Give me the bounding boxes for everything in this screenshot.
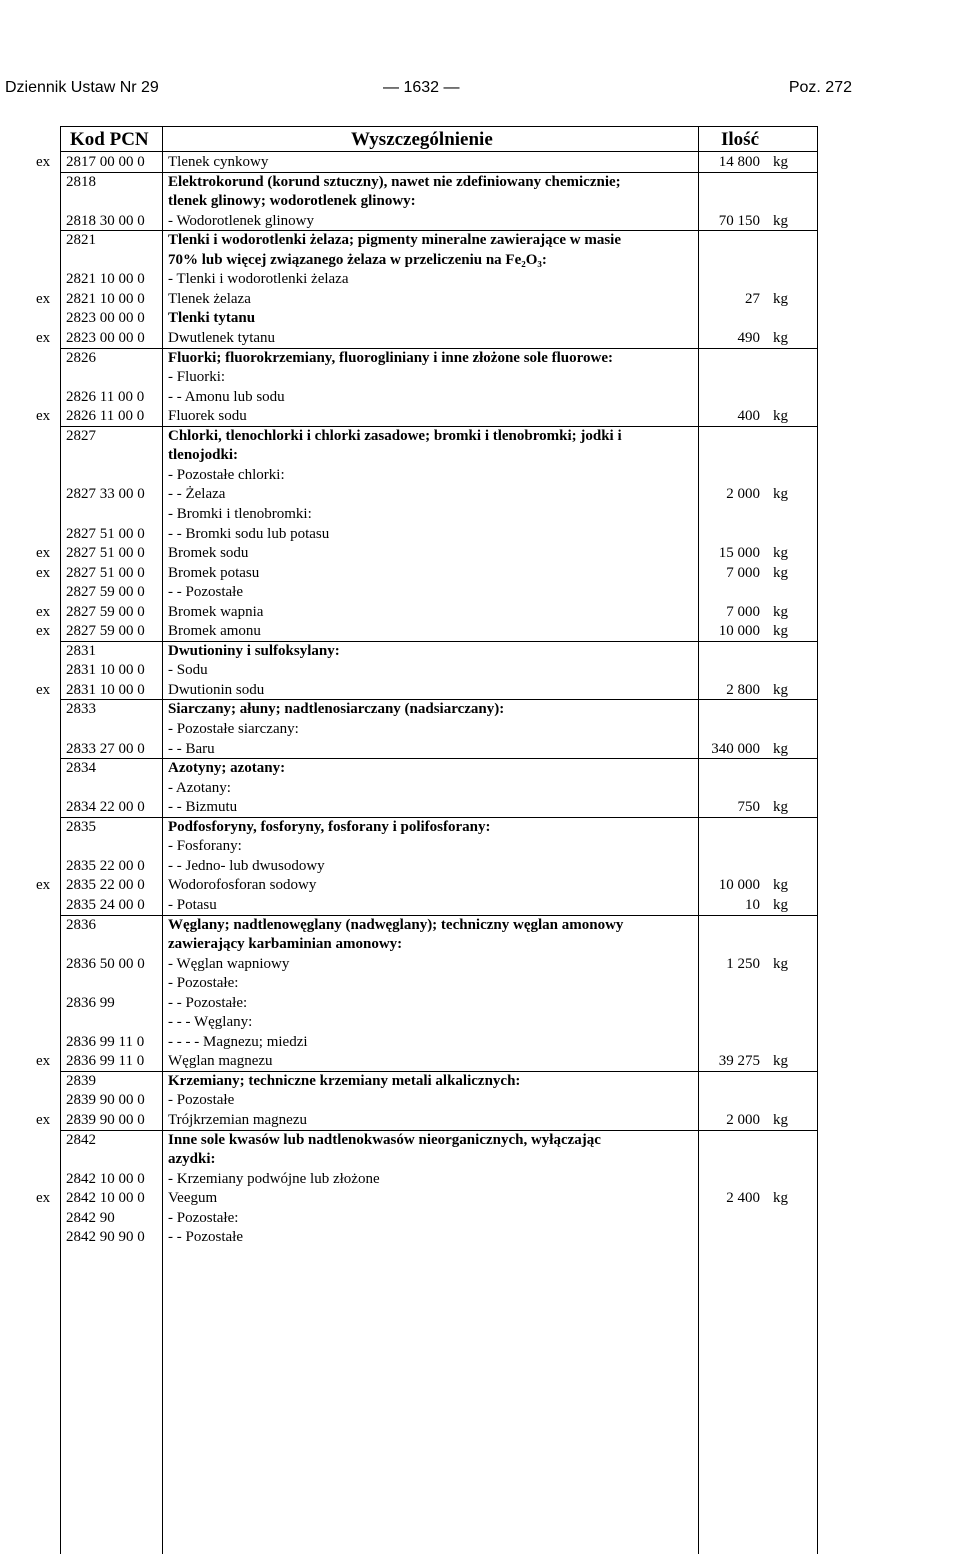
- row-pcn-code: 2826 11 00 0: [66, 408, 145, 425]
- row-quantity: 750: [737, 799, 760, 816]
- row-description: Dwutlenek tytanu: [168, 330, 276, 346]
- row-unit: kg: [773, 877, 788, 894]
- row-description: - - - - Magnezu; miedzi: [168, 1033, 308, 1050]
- row-pcn-code: 2836 99 11 0: [66, 1033, 145, 1050]
- row-description: Węglany; nadtlenowęglany (nadwęglany); techniczny węglan amonowy: [168, 916, 624, 933]
- row-description: tlenojodki:: [168, 447, 239, 464]
- row-pcn-code: 2836: [66, 916, 96, 933]
- row-pcn-code: 2839: [66, 1072, 96, 1089]
- row-pcn-code: 2833: [66, 701, 96, 718]
- row-quantity: 490: [737, 330, 760, 346]
- row-ex-marker: ex: [36, 290, 51, 307]
- row-description: - - Żelaza: [168, 486, 226, 503]
- row-description: Krzemiany; techniczne krzemiany metali alkalicznych:: [168, 1072, 521, 1089]
- row-unit: kg: [773, 1053, 788, 1070]
- row-description: Bromek wapnia: [168, 603, 264, 620]
- group-divider: [60, 426, 818, 427]
- row-description: Azotyny; azotany:: [168, 760, 286, 777]
- row-unit: kg: [773, 623, 788, 640]
- row-quantity: 70 150: [718, 212, 760, 229]
- row-unit: kg: [773, 408, 788, 425]
- group-divider: [60, 1130, 818, 1131]
- row-description: Dwutioniny i sulfoksylany:: [168, 642, 340, 659]
- row-description: - - Pozostałe: [168, 584, 243, 601]
- row-pcn-code: 2827 51 00 0: [66, 564, 145, 581]
- row-description: - Tlenki i wodorotlenki żelaza: [168, 271, 349, 288]
- row-unit: kg: [773, 545, 788, 561]
- group-divider: [60, 758, 818, 759]
- row-pcn-code: 2842 10 00 0: [66, 1170, 145, 1187]
- row-ex-marker: ex: [36, 1112, 51, 1128]
- row-description: Inne sole kwasów lub nadtlenokwasów nieorganicznych, wyłączając: [168, 1131, 601, 1148]
- row-pcn-code: 2827: [66, 427, 96, 444]
- row-unit: kg: [773, 330, 788, 346]
- row-pcn-code: 2817 00 00 0: [66, 154, 145, 170]
- row-pcn-code: 2827 51 00 0: [66, 545, 145, 561]
- row-pcn-code: 2827 59 00 0: [66, 584, 145, 601]
- row-description: - Węglan wapniowy: [168, 955, 290, 972]
- row-unit: kg: [773, 486, 788, 503]
- row-description: - Pozostałe chlorki:: [168, 466, 285, 483]
- row-description: - - Baru: [168, 740, 215, 757]
- row-description: - Pozostałe siarczany:: [168, 721, 299, 737]
- row-pcn-code: 2834: [66, 760, 96, 777]
- row-description: azydki:: [168, 1151, 216, 1168]
- row-unit: kg: [773, 212, 788, 229]
- row-unit: kg: [773, 1112, 788, 1128]
- row-ex-marker: ex: [36, 877, 51, 894]
- journal-title: Dziennik Ustaw Nr 29: [5, 79, 159, 96]
- page-number: — 1632 —: [383, 79, 460, 96]
- row-ex-marker: ex: [36, 623, 51, 640]
- row-quantity: 7 000: [726, 603, 760, 620]
- row-pcn-code: 2827 33 00 0: [66, 486, 145, 503]
- row-pcn-code: 2842 90: [66, 1209, 115, 1226]
- row-pcn-code: 2842 90 90 0: [66, 1229, 145, 1246]
- row-description: Wodorofosforan sodowy: [168, 877, 317, 894]
- row-description: - Bromki i tlenobromki:: [168, 505, 312, 522]
- row-pcn-code: 2835 24 00 0: [66, 896, 145, 913]
- group-divider: [60, 817, 818, 818]
- row-pcn-code: 2818: [66, 173, 96, 190]
- row-pcn-code: 2821 10 00 0: [66, 290, 145, 307]
- table-border-right: [817, 126, 818, 1554]
- row-description: Fluorek sodu: [168, 408, 247, 425]
- row-quantity: 10 000: [718, 877, 760, 894]
- row-pcn-code: 2836 99: [66, 994, 115, 1011]
- row-description: Dwutionin sodu: [168, 681, 265, 698]
- row-quantity: 1 250: [726, 955, 760, 972]
- row-description: Fluorki; fluorokrzemiany, fluorogliniany i inne złożone sole fluorowe:: [168, 349, 613, 366]
- row-ex-marker: ex: [36, 603, 51, 620]
- row-pcn-code: 2834 22 00 0: [66, 799, 145, 816]
- table-border-top: [60, 126, 818, 127]
- row-description: tlenek glinowy; wodorotlenek glinowy:: [168, 193, 416, 210]
- row-description: - Pozostałe: [168, 1092, 235, 1109]
- row-pcn-code: 2827 51 00 0: [66, 525, 145, 542]
- row-quantity: 400: [737, 408, 760, 425]
- row-pcn-code: 2821: [66, 232, 96, 249]
- row-pcn-code: 2827 59 00 0: [66, 623, 145, 640]
- row-description: - Pozostałe:: [168, 1209, 239, 1226]
- row-pcn-code: 2842: [66, 1131, 96, 1148]
- row-unit: kg: [773, 681, 788, 698]
- group-divider: [60, 348, 818, 349]
- row-unit: kg: [773, 799, 788, 816]
- row-description: - Fosforany:: [168, 838, 242, 855]
- row-unit: kg: [773, 603, 788, 620]
- group-divider: [60, 230, 818, 231]
- row-pcn-code: 2823 00 00 0: [66, 330, 145, 346]
- row-description: - - - Węglany:: [168, 1014, 253, 1031]
- row-description: Bromek amonu: [168, 623, 261, 640]
- table-border-left: [60, 126, 61, 1554]
- row-description: - Fluorki:: [168, 369, 226, 386]
- row-description: - - Bromki sodu lub potasu: [168, 525, 330, 542]
- row-quantity: 7 000: [726, 564, 760, 581]
- row-quantity: 14 800: [718, 154, 760, 170]
- row-ex-marker: ex: [36, 154, 51, 170]
- group-divider: [60, 172, 818, 173]
- group-divider: [60, 699, 818, 700]
- row-pcn-code: 2826 11 00 0: [66, 388, 145, 405]
- row-ex-marker: ex: [36, 564, 51, 581]
- group-divider: [60, 1071, 818, 1072]
- table-column-divider-2: [698, 126, 699, 1554]
- row-description: Podfosforyny, fosforyny, fosforany i polifosforany:: [168, 818, 491, 835]
- row-ex-marker: ex: [36, 1190, 51, 1207]
- row-pcn-code: 2836 50 00 0: [66, 955, 145, 972]
- row-description: Tlenki tytanu: [168, 310, 256, 327]
- row-description: - Wodorotlenek glinowy: [168, 212, 314, 229]
- row-pcn-code: 2835 22 00 0: [66, 857, 145, 874]
- row-unit: kg: [773, 1190, 788, 1207]
- row-description: Veegum: [168, 1190, 218, 1207]
- row-pcn-code: 2835 22 00 0: [66, 877, 145, 894]
- row-pcn-code: 2833 27 00 0: [66, 740, 145, 757]
- row-description: Chlorki, tlenochlorki i chlorki zasadowe; bromki i tlenobromki; jodki i: [168, 427, 622, 444]
- group-divider: [60, 641, 818, 642]
- row-quantity: 27: [745, 290, 760, 307]
- row-quantity: 2 000: [726, 486, 760, 503]
- row-quantity: 39 275: [718, 1053, 760, 1070]
- row-description: Elektrokorund (korund sztuczny), nawet nie zdefiniowany chemicznie;: [168, 173, 621, 190]
- row-ex-marker: ex: [36, 1053, 51, 1070]
- row-unit: kg: [773, 740, 788, 757]
- row-quantity: 2 400: [726, 1190, 760, 1207]
- row-description: Siarczany; ałuny; nadtlenosiarczany (nadsiarczany):: [168, 701, 505, 718]
- row-pcn-code: 2823 00 00 0: [66, 310, 145, 327]
- row-unit: kg: [773, 154, 788, 170]
- row-description: - - Pozostałe:: [168, 994, 248, 1011]
- row-pcn-code: 2839 90 00 0: [66, 1092, 145, 1109]
- row-description: - - Bizmutu: [168, 799, 238, 816]
- row-ex-marker: ex: [36, 408, 51, 425]
- row-description: - Potasu: [168, 896, 217, 913]
- row-ex-marker: ex: [36, 545, 51, 561]
- position-number: Poz. 272: [788, 79, 852, 96]
- row-description: - - Amonu lub sodu: [168, 388, 285, 405]
- row-pcn-code: 2818 30 00 0: [66, 212, 145, 229]
- row-unit: kg: [773, 564, 788, 581]
- row-ex-marker: ex: [36, 330, 51, 346]
- row-description: Tlenki i wodorotlenki żelaza; pigmenty mineralne zawierające w masie: [168, 232, 621, 249]
- row-description: - Pozostałe:: [168, 975, 239, 992]
- row-description: - Krzemiany podwójne lub złożone: [168, 1170, 380, 1187]
- row-pcn-code: 2831 10 00 0: [66, 681, 145, 698]
- row-description: 70% lub więcej związanego żelaza w przeliczeniu na Fe₂O₃:: [168, 251, 547, 268]
- row-pcn-code: 2842 10 00 0: [66, 1190, 145, 1207]
- row-unit: kg: [773, 955, 788, 972]
- row-ex-marker: ex: [36, 681, 51, 698]
- row-unit: kg: [773, 896, 788, 913]
- row-description: zawierający karbaminian amonowy:: [168, 936, 403, 952]
- row-pcn-code: 2827 59 00 0: [66, 603, 145, 620]
- column-header-code: Kod PCN: [70, 129, 149, 150]
- row-quantity: 2 800: [726, 681, 760, 698]
- table-column-divider-1: [162, 126, 163, 1554]
- row-description: Węglan magnezu: [168, 1053, 273, 1070]
- row-description: - Azotany:: [168, 779, 231, 796]
- row-pcn-code: 2821 10 00 0: [66, 271, 145, 288]
- row-quantity: 10 000: [718, 623, 760, 640]
- group-divider: [60, 915, 818, 916]
- row-pcn-code: 2835: [66, 818, 96, 835]
- row-quantity: 10: [745, 896, 760, 913]
- row-description: Bromek potasu: [168, 564, 260, 581]
- row-pcn-code: 2836 99 11 0: [66, 1053, 145, 1070]
- row-pcn-code: 2839 90 00 0: [66, 1112, 145, 1128]
- row-description: - - Pozostałe: [168, 1229, 243, 1246]
- row-description: Bromek sodu: [168, 545, 249, 561]
- row-description: Trójkrzemian magnezu: [168, 1112, 307, 1128]
- row-quantity: 340 000: [711, 740, 760, 757]
- row-pcn-code: 2831: [66, 642, 96, 659]
- column-header-description: Wyszczególnienie: [351, 129, 493, 150]
- row-unit: kg: [773, 290, 788, 307]
- row-description: Tlenek żelaza: [168, 290, 251, 307]
- row-quantity: 15 000: [718, 545, 760, 561]
- row-description: - Sodu: [168, 662, 208, 679]
- row-pcn-code: 2826: [66, 349, 96, 366]
- column-header-quantity: Ilość: [721, 129, 759, 150]
- row-quantity: 2 000: [726, 1112, 760, 1128]
- row-description: - - Jedno- lub dwusodowy: [168, 857, 325, 874]
- row-pcn-code: 2831 10 00 0: [66, 662, 145, 679]
- row-description: Tlenek cynkowy: [168, 154, 269, 170]
